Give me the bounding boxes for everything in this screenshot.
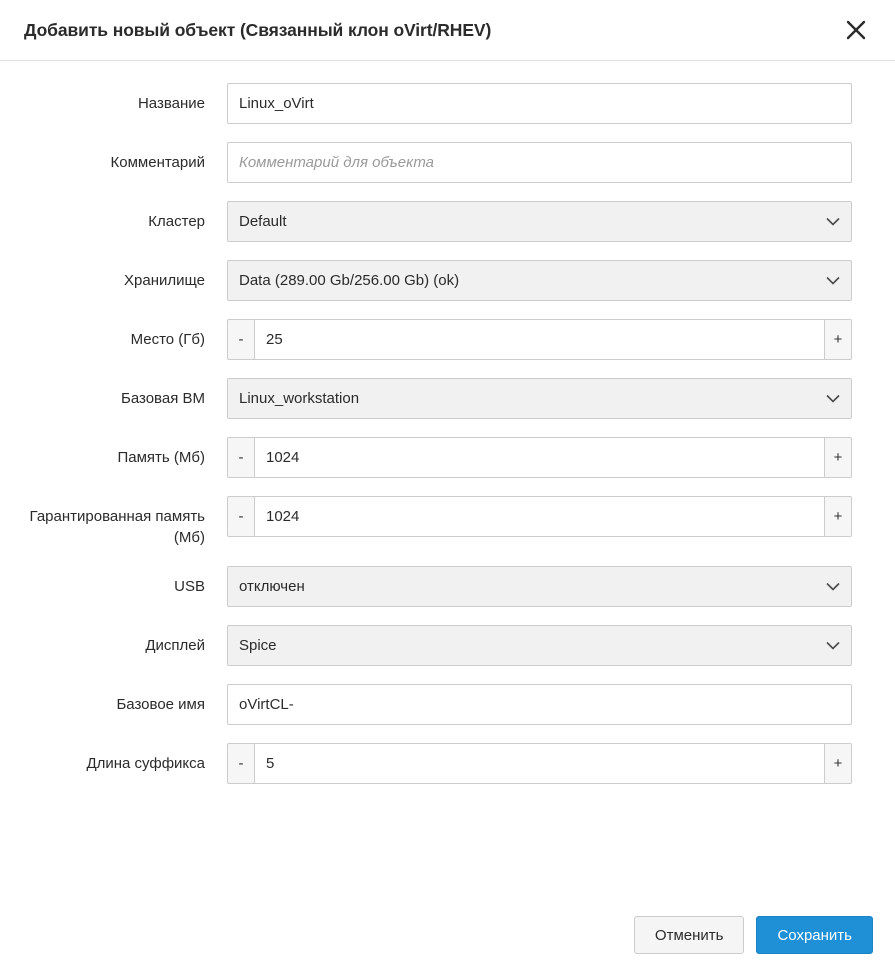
dialog-footer xyxy=(0,897,895,973)
memory-decrement-button[interactable]: - xyxy=(227,437,254,478)
field-row-storage xyxy=(22,260,873,301)
base-vm-select-value[interactable]: Linux_workstation xyxy=(227,378,852,419)
control-base-name xyxy=(227,684,852,725)
close-button[interactable] xyxy=(839,13,873,47)
label-suffix-length: Длина суффикса xyxy=(86,755,205,772)
label-cluster: Кластер xyxy=(148,213,205,230)
control-comment xyxy=(227,142,852,183)
storage-select[interactable] xyxy=(227,260,852,301)
field-row-cluster xyxy=(22,201,873,242)
guaranteed-memory-increment-button[interactable]: + xyxy=(825,496,852,537)
memory-increment-button[interactable]: + xyxy=(825,437,852,478)
dialog-header xyxy=(0,0,895,61)
label-disk-size: Место (Гб) xyxy=(130,331,205,348)
disk-size-decrement-button[interactable]: - xyxy=(227,319,254,360)
control-storage xyxy=(227,260,852,301)
label-memory: Память (Мб) xyxy=(117,449,205,466)
guaranteed-memory-input[interactable] xyxy=(254,496,825,537)
cluster-select-value[interactable]: Default xyxy=(227,201,852,242)
display-select-value[interactable]: Spice xyxy=(227,625,852,666)
suffix-length-decrement-button[interactable]: - xyxy=(227,743,254,784)
base-vm-select[interactable] xyxy=(227,378,852,419)
field-row-disk-size xyxy=(22,319,873,360)
label-base-name: Базовое имя xyxy=(116,696,205,713)
close-icon xyxy=(845,19,867,41)
suffix-length-increment-button[interactable]: + xyxy=(825,743,852,784)
page-title: Добавить новый объект (Связанный клон oVirt/RHEV) xyxy=(24,19,492,40)
suffix-length-input[interactable] xyxy=(254,743,825,784)
guaranteed-memory-decrement-button[interactable]: - xyxy=(227,496,254,537)
control-suffix-length xyxy=(227,743,852,784)
label-display: Дисплей xyxy=(145,637,205,654)
memory-input[interactable] xyxy=(254,437,825,478)
guaranteed-memory-stepper xyxy=(227,496,852,537)
control-cluster xyxy=(227,201,852,242)
label-usb: USB xyxy=(174,578,205,595)
base-name-input[interactable] xyxy=(227,684,852,725)
field-row-guaranteed-memory xyxy=(22,496,873,548)
field-row-base-name xyxy=(22,684,873,725)
cancel-button[interactable]: Отменить xyxy=(634,916,745,954)
field-row-comment xyxy=(22,142,873,183)
display-select[interactable] xyxy=(227,625,852,666)
save-button[interactable]: Сохранить xyxy=(756,916,873,954)
field-row-suffix-length xyxy=(22,743,873,784)
field-row-name xyxy=(22,83,873,124)
storage-select-value[interactable]: Data (289.00 Gb/256.00 Gb) (ok) xyxy=(227,260,852,301)
disk-size-input[interactable] xyxy=(254,319,825,360)
control-usb xyxy=(227,566,852,607)
label-comment: Комментарий xyxy=(110,154,205,171)
label-name: Название xyxy=(137,95,205,112)
disk-size-stepper xyxy=(227,319,852,360)
control-memory xyxy=(227,437,852,478)
control-guaranteed-memory xyxy=(227,496,852,537)
cluster-select[interactable] xyxy=(227,201,852,242)
label-base-vm: Базовая ВМ xyxy=(120,390,205,407)
field-row-display xyxy=(22,625,873,666)
disk-size-increment-button[interactable]: + xyxy=(825,319,852,360)
field-row-base-vm xyxy=(22,378,873,419)
usb-select-value[interactable]: отключен xyxy=(227,566,852,607)
suffix-length-stepper xyxy=(227,743,852,784)
label-guaranteed-memory: Гарантированная память (Мб) xyxy=(29,508,205,546)
label-storage: Хранилище xyxy=(124,272,205,289)
name-input[interactable] xyxy=(227,83,852,124)
comment-input[interactable] xyxy=(227,142,852,183)
field-row-usb xyxy=(22,566,873,607)
dialog-body xyxy=(0,61,895,973)
control-name xyxy=(227,83,852,124)
control-display xyxy=(227,625,852,666)
control-base-vm xyxy=(227,378,852,419)
control-disk-size xyxy=(227,319,852,360)
memory-stepper xyxy=(227,437,852,478)
usb-select[interactable] xyxy=(227,566,852,607)
field-row-memory xyxy=(22,437,873,478)
